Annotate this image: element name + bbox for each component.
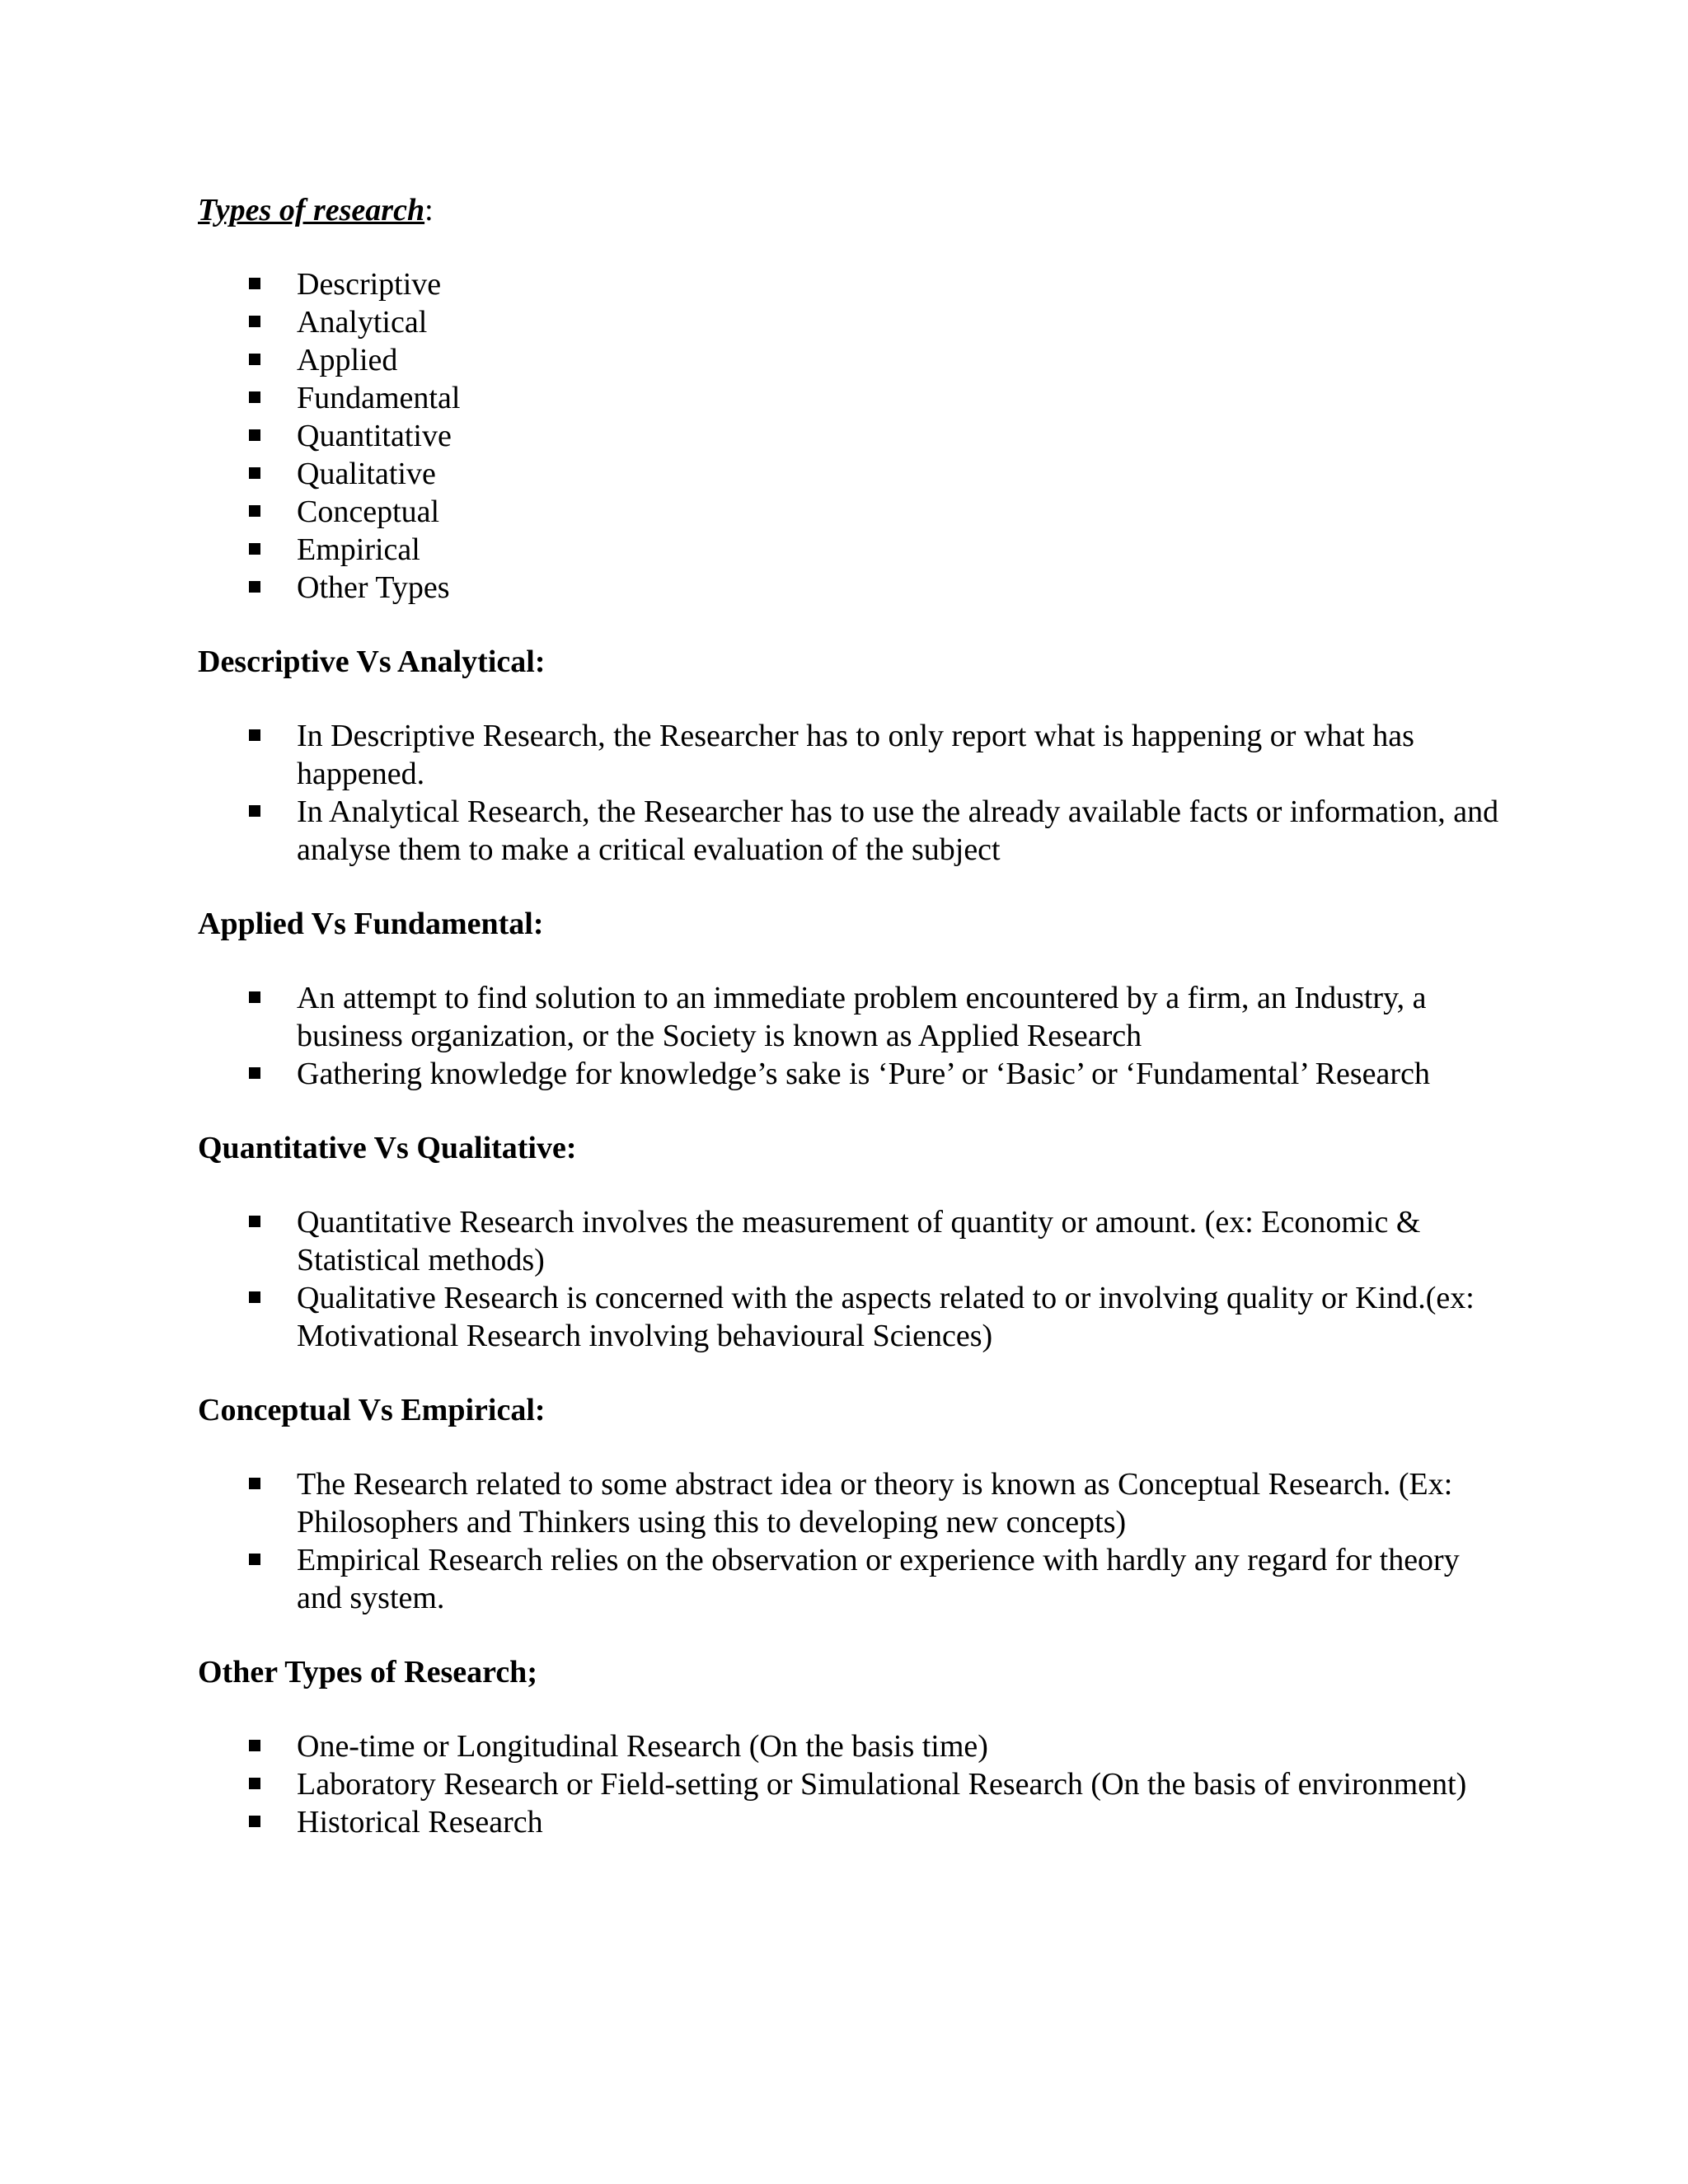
list-item: Applied [297,341,1500,379]
title-line [198,191,1500,229]
list-item: Other Types [297,569,1500,607]
list-item: An attempt to find solution to an immediate problem encountered by a firm, an Industry, a business organization, or the Society is known as Applied Research [297,979,1500,1055]
list-item: Analytical [297,303,1500,341]
list-item: Gathering knowledge for knowledge’s sake is ‘Pure’ or ‘Basic’ or ‘Fundamental’ Research [297,1055,1500,1093]
section-heading-other-types: Other Types of Research; [198,1655,537,1690]
list-item: One-time or Longitudinal Research (On the basis time) [297,1727,1500,1765]
list-item: Descriptive [297,265,1500,303]
list-item: Fundamental [297,379,1500,417]
section-heading-conceptual-vs-empirical: Conceptual Vs Empirical: [198,1393,546,1427]
section-heading-applied-vs-fundamental: Applied Vs Fundamental: [198,907,544,941]
section-list-conceptual-vs-empirical [198,1465,1500,1617]
list-item: Quantitative Research involves the measurement of quantity or amount. (ex: Economic & Statistical methods) [297,1203,1500,1279]
list-item: The Research related to some abstract idea or theory is known as Conceptual Research. (Ex: Philosophers and Thinkers using this to developing new concepts) [297,1465,1500,1541]
section-list-other-types [198,1727,1500,1841]
section-list-quantitative-vs-qualitative [198,1203,1500,1355]
section-list-applied-vs-fundamental [198,979,1500,1093]
list-item: Laboratory Research or Field-setting or Simulational Research (On the basis of environment) [297,1765,1500,1803]
section-heading-quantitative-vs-qualitative: Quantitative Vs Qualitative: [198,1131,577,1165]
page-title: Types of research [198,193,425,227]
list-item: In Descriptive Research, the Researcher has to only report what is happening or what has happened. [297,717,1500,793]
section-heading-descriptive-vs-analytical: Descriptive Vs Analytical: [198,644,546,679]
document-page [198,191,1500,1877]
list-item: In Analytical Research, the Researcher has to use the already available facts or information, and analyse them to make a critical evaluation of the subject [297,794,1499,867]
types-list [198,265,1500,607]
section-list-descriptive-vs-analytical [198,717,1500,869]
list-item: Qualitative [297,455,1500,493]
list-item: Conceptual [297,493,1500,531]
list-item: Quantitative [297,417,1500,455]
list-item: Empirical Research relies on the observation or experience with hardly any regard for theory and system. [297,1541,1500,1617]
list-item: Empirical [297,531,1500,569]
list-item: Historical Research [297,1803,1500,1841]
title-colon: : [424,193,434,227]
list-item: Qualitative Research is concerned with the aspects related to or involving quality or Kind.(ex: Motivational Research involving behavioural Sciences) [297,1279,1500,1355]
